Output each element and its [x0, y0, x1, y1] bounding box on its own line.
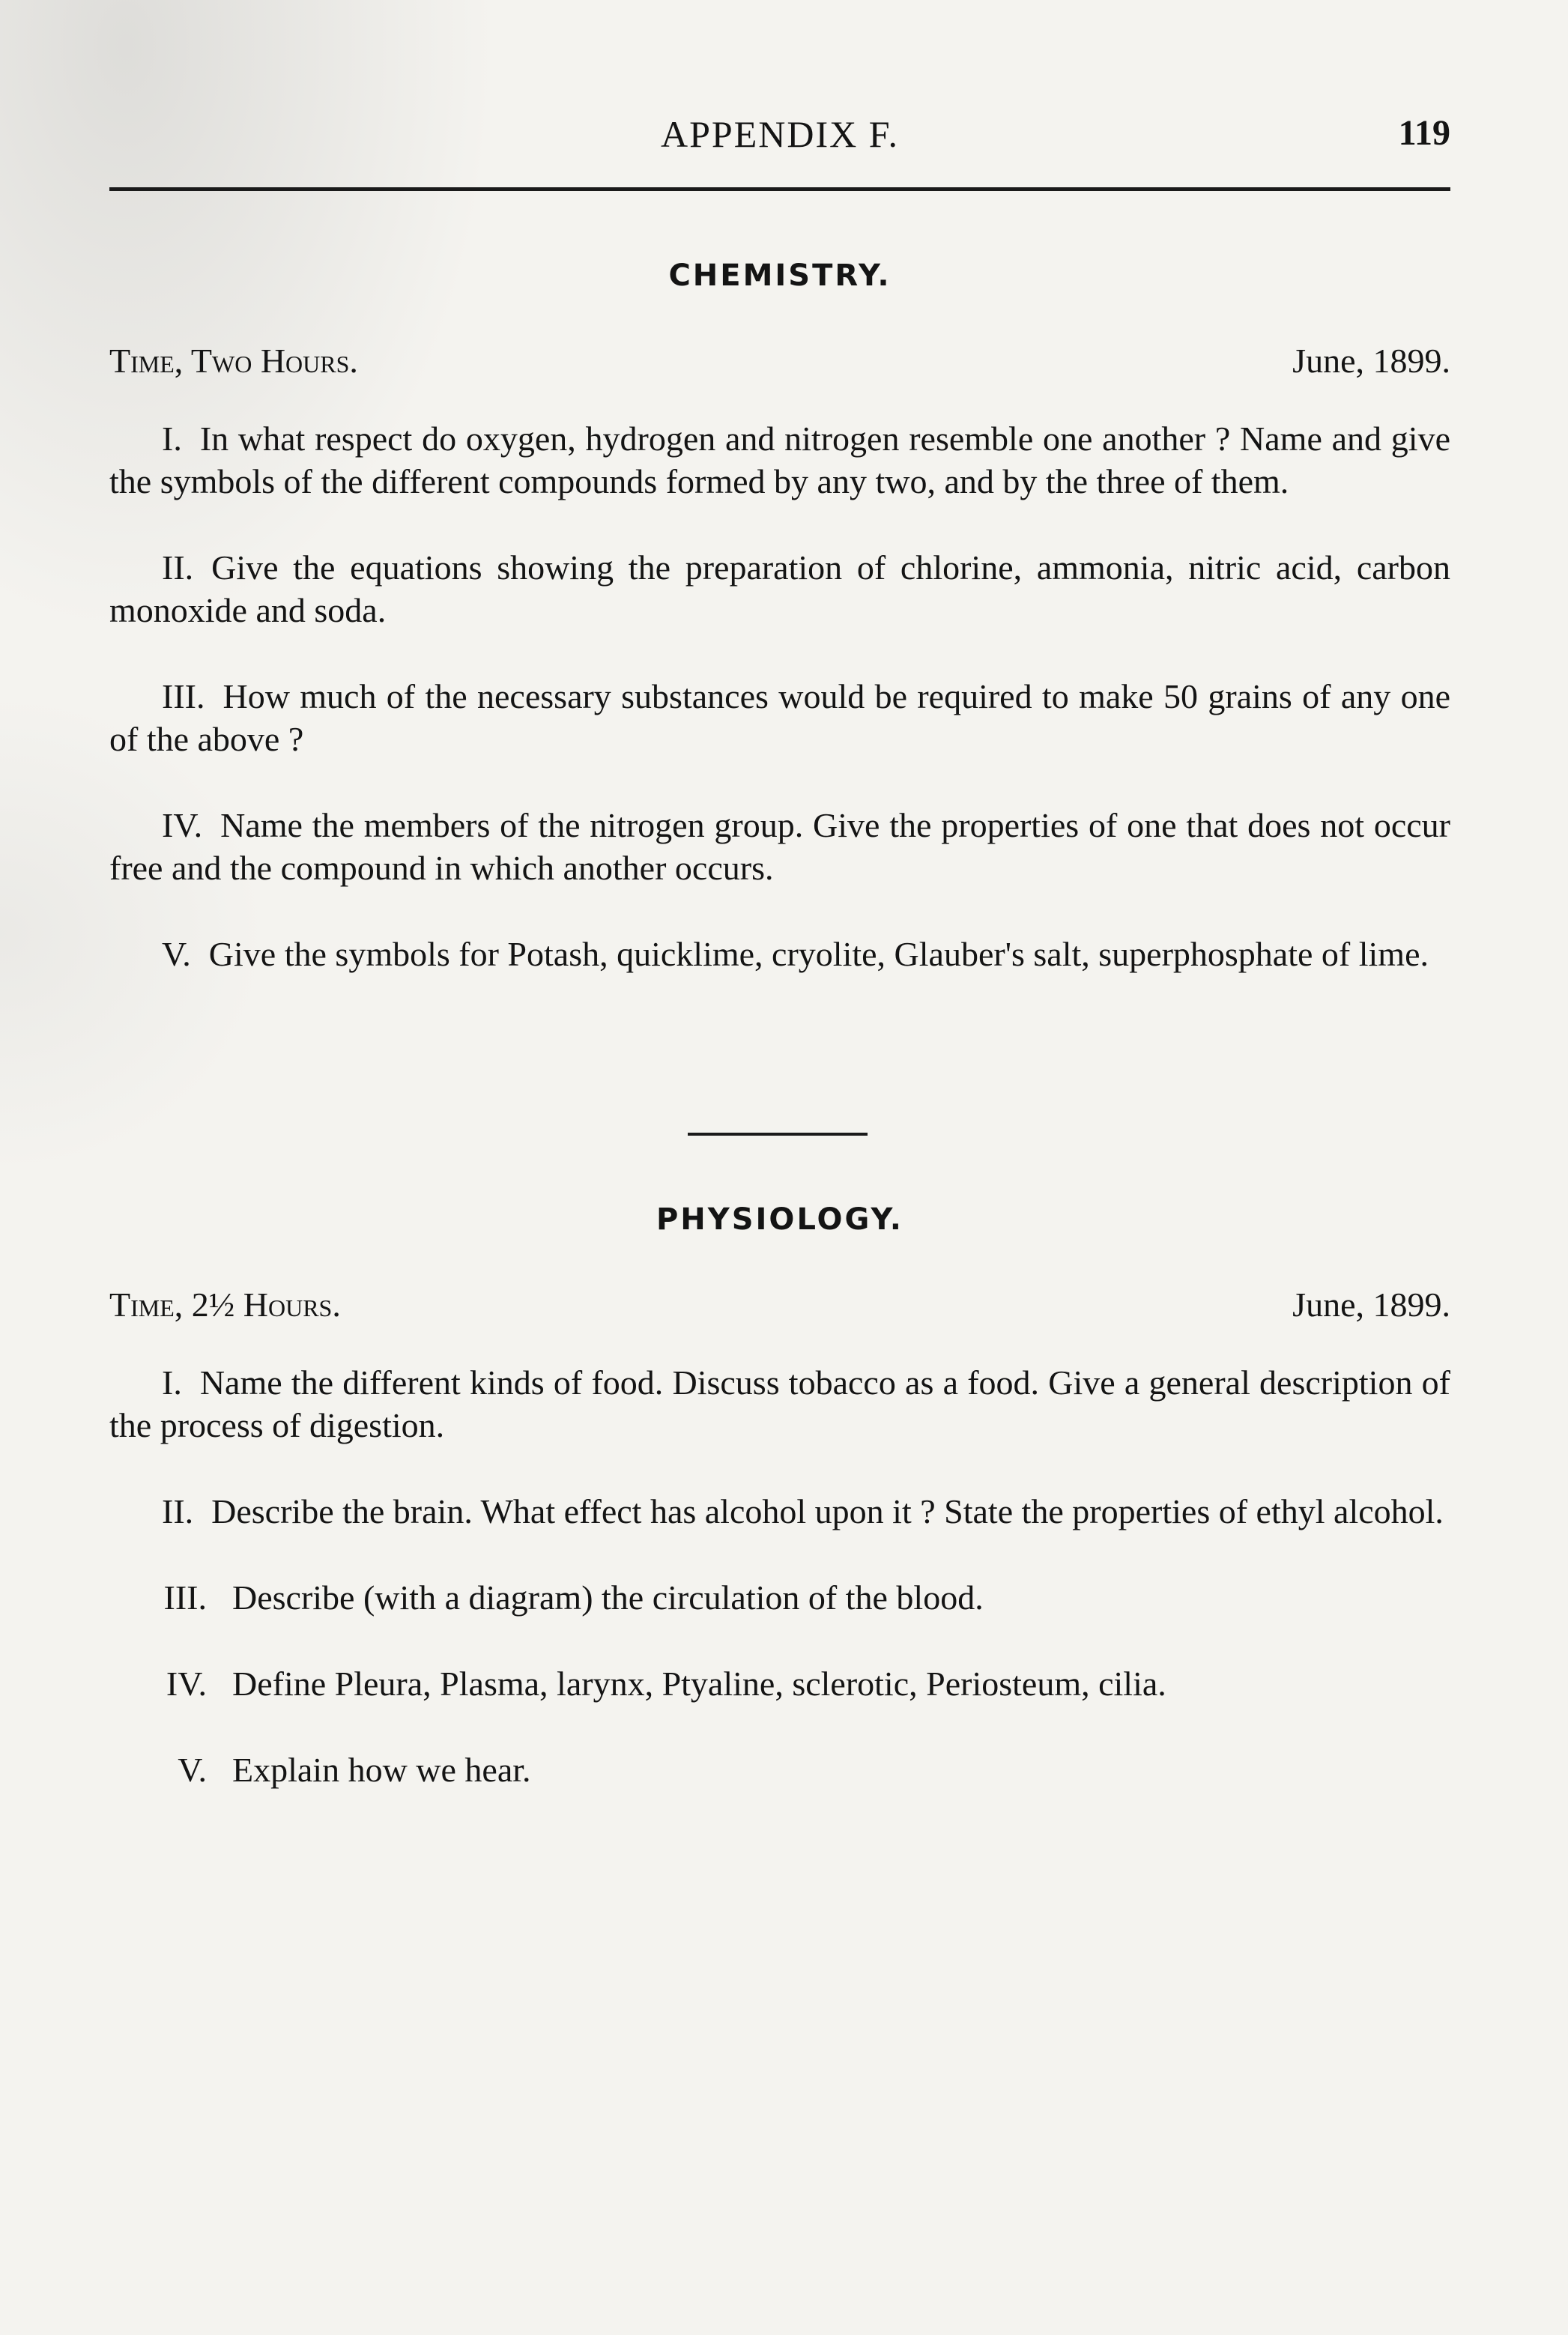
question-number: III.: [162, 677, 205, 715]
question: [109, 1361, 1450, 1447]
question-number: V.: [162, 935, 191, 973]
running-title: APPENDIX F.: [660, 113, 900, 155]
section-divider: [688, 1133, 868, 1136]
question-number: II.: [162, 548, 194, 587]
question-text: Define Pleura, Plasma, larynx, Ptyaline, sclerotic, Periosteum, cilia.: [232, 1665, 1166, 1703]
question-text: Describe (with a diagram) the circulation of the blood.: [232, 1578, 984, 1617]
chemistry-title: CHEMISTRY.: [668, 258, 892, 293]
question: [109, 933, 1450, 975]
question-text: Name the different kinds of food. Discuss tobacco as a food. Give a general description of the process of digestion.: [109, 1363, 1450, 1444]
chemistry-time: Time, Two Hours.: [109, 342, 358, 380]
question-text: In what respect do oxygen, hydrogen and nitrogen resemble one another ? Name and give the symbols of the different compounds formed by any two, and by the three of them.: [109, 420, 1450, 500]
header-rule: [109, 187, 1450, 191]
physiology-title: PHYSIOLOGY.: [656, 1202, 903, 1237]
question-number: II.: [162, 1492, 194, 1530]
question: [109, 675, 1450, 760]
question-text: Describe the brain. What effect has alcohol upon it ? State the properties of ethyl alcohol.: [211, 1492, 1444, 1530]
chemistry-meta: [109, 341, 1450, 386]
question: [109, 1490, 1450, 1533]
question: [109, 417, 1450, 503]
question: [109, 1662, 1450, 1705]
question: [109, 804, 1450, 889]
physiology-date: June, 1899.: [1292, 1285, 1450, 1324]
question-text: Give the equations showing the preparation of chlorine, ammonia, nitric acid, carbon monoxide and soda.: [109, 548, 1450, 629]
question-text: Give the symbols for Potash, quicklime, cryolite, Glauber's salt, superphosphate of lime.: [208, 935, 1429, 973]
page-number: 119: [1398, 113, 1450, 153]
physiology-questions: [109, 1361, 1450, 1791]
question-number: I.: [162, 1363, 182, 1402]
chemistry-section: [109, 258, 1450, 1019]
question-number: IV.: [162, 806, 203, 844]
question-number: V.: [178, 1751, 207, 1789]
question-text: Explain how we hear.: [232, 1751, 531, 1789]
chemistry-questions: [109, 417, 1450, 975]
physiology-meta: [109, 1285, 1450, 1330]
chemistry-date: June, 1899.: [1292, 342, 1450, 380]
question: [109, 1576, 1450, 1619]
question: [109, 1748, 1450, 1791]
physiology-time: Time, 2½ Hours.: [109, 1285, 341, 1324]
question-text: How much of the necessary substances would be required to make 50 grains of any one of the above ?: [109, 677, 1450, 758]
running-head: [109, 112, 1450, 165]
question-number: I.: [162, 420, 182, 458]
question-text: Name the members of the nitrogen group. Give the properties of one that does not occur free and the compound in which another occurs.: [109, 806, 1450, 887]
question: [109, 546, 1450, 632]
question-number: IV.: [166, 1665, 207, 1703]
question-number: III.: [163, 1578, 207, 1617]
physiology-section: [109, 1202, 1450, 1835]
